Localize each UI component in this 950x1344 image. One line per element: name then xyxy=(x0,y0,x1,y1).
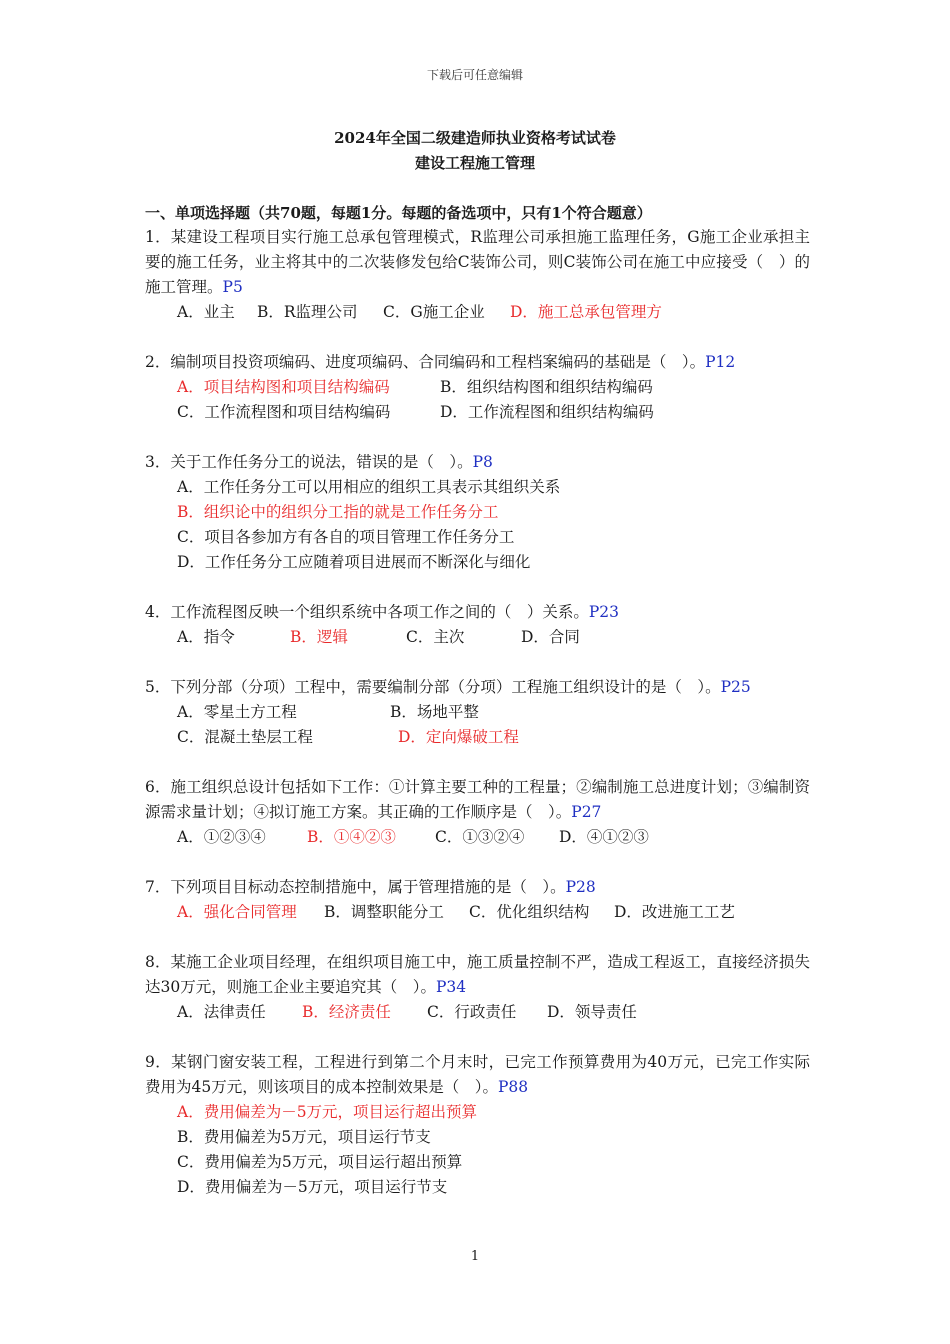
question-2 xyxy=(145,350,810,425)
question-3 xyxy=(145,450,810,575)
option-b-answer: B．组织论中的组织分工指的就是工作任务分工 xyxy=(177,503,499,521)
option-b: B．场地平整 xyxy=(390,703,479,721)
question-stem: 3．关于工作任务分工的说法，错误的是（ ）。P8 xyxy=(145,453,493,471)
option-a: A．①②③④ xyxy=(177,828,266,846)
page-ref: P27 xyxy=(571,803,602,821)
option-b: B．调整职能分工 xyxy=(324,903,444,921)
option-c: C．行政责任 xyxy=(427,1003,517,1021)
option-c: C．项目各参加方有各自的项目管理工作任务分工 xyxy=(177,528,515,546)
option-row xyxy=(145,725,810,750)
question-5 xyxy=(145,675,810,750)
option-c: C．G施工企业 xyxy=(383,303,485,321)
option-a-answer: A．项目结构图和项目结构编码 xyxy=(177,378,390,396)
question-9 xyxy=(145,1050,810,1200)
option-d: D．工作流程图和组织结构编码 xyxy=(440,403,654,421)
option-a-answer: A．强化合同管理 xyxy=(177,903,297,921)
header-note: 下载后可任意编辑 xyxy=(426,68,523,82)
exam-subject: 建设工程施工管理 xyxy=(414,154,535,172)
option-row xyxy=(145,625,810,650)
option-d-answer: D．施工总承包管理方 xyxy=(510,303,662,321)
page-ref: P5 xyxy=(222,278,243,296)
option-c: C．费用偏差为5万元，项目运行超出预算 xyxy=(177,1153,463,1171)
question-stem: 2．编制项目投资项编码、进度项编码、合同编码和工程档案编码的基础是（ ）。P12 xyxy=(145,353,736,371)
option-c: C．优化组织结构 xyxy=(469,903,590,921)
question-6 xyxy=(145,775,810,850)
option-row xyxy=(145,825,810,850)
question-8 xyxy=(145,950,810,1025)
page-number: 1 xyxy=(470,1249,480,1264)
option-b-answer: B．经济责任 xyxy=(302,1003,391,1021)
question-4 xyxy=(145,600,810,650)
option-row xyxy=(145,900,810,925)
page-ref: P23 xyxy=(588,603,620,621)
option-b-answer: B．①④②③ xyxy=(307,828,396,846)
option-b-answer: B．逻辑 xyxy=(290,628,348,646)
page-ref: P88 xyxy=(497,1078,529,1096)
section-heading: 一、单项选择题（共70题，每题1分。每题的备选项中，只有1个符合题意） xyxy=(145,204,652,222)
question-stem: 9．某钢门窗安装工程，工程进行到第二个月末时，已完工作预算费用为40万元，已完工作实际费用为45万元，则该项目的成本控制效果是（ ）。P88 xyxy=(145,1053,810,1096)
question-stem: 1．某建设工程项目实行施工总承包管理模式，R监理公司承担施工监理任务，G施工企业承担主要的施工任务，业主将其中的二次装修发包给C装饰公司，则C装饰公司在施工中应接受（ ）的施工管理。P5 xyxy=(145,228,810,296)
page-ref: P8 xyxy=(472,453,493,471)
question-stem: 7．下列项目目标动态控制措施中，属于管理措施的是（ ）。P28 xyxy=(145,878,596,896)
option-row xyxy=(145,375,810,400)
option-a: A．工作任务分工可以用相应的组织工具表示其组织关系 xyxy=(177,478,561,496)
page-ref: P12 xyxy=(705,353,736,371)
option-d-answer: D．定向爆破工程 xyxy=(398,728,519,746)
question-7 xyxy=(145,875,810,925)
option-d: D．领导责任 xyxy=(547,1003,637,1021)
option-c: C．主次 xyxy=(406,628,465,646)
option-row xyxy=(145,400,810,425)
option-d: D．费用偏差为－5万元，项目运行节支 xyxy=(177,1178,448,1196)
question-stem: 8．某施工企业项目经理，在组织项目施工中，施工质量控制不严，造成工程返工，直接经济损失达30万元，则施工企业主要追究其（ ）。P34 xyxy=(145,953,810,996)
option-d: D．改进施工工艺 xyxy=(614,903,735,921)
option-c: C．混凝土垫层工程 xyxy=(177,728,313,746)
option-d: D．合同 xyxy=(521,628,580,646)
option-c: C．①③②④ xyxy=(435,828,525,846)
option-a: A．零星土方工程 xyxy=(177,703,297,721)
page-ref: P28 xyxy=(565,878,596,896)
option-d: D．工作任务分工应随着项目进展而不断深化与细化 xyxy=(177,553,531,571)
question-1 xyxy=(145,225,810,325)
page-ref: P34 xyxy=(435,978,467,996)
question-list xyxy=(145,225,810,1225)
option-a: A．法律责任 xyxy=(177,1003,266,1021)
option-d: D．④①②③ xyxy=(559,828,649,846)
option-b: B．R监理公司 xyxy=(257,303,358,321)
option-a: A．业主 xyxy=(177,303,235,321)
exam-title: 2024年全国二级建造师执业资格考试试卷 xyxy=(334,129,616,147)
page-ref: P25 xyxy=(720,678,751,696)
option-row xyxy=(145,700,810,725)
option-b: B．组织结构图和组织结构编码 xyxy=(440,378,653,396)
option-row xyxy=(145,300,810,325)
option-a: A．指令 xyxy=(177,628,235,646)
option-row xyxy=(145,1000,810,1025)
option-c: C．工作流程图和项目结构编码 xyxy=(177,403,391,421)
option-b: B．费用偏差为5万元，项目运行节支 xyxy=(177,1128,431,1146)
question-stem: 6．施工组织总设计包括如下工作：①计算主要工种的工程量；②编制施工总进度计划；③编制资源需求量计划；④拟订施工方案。其正确的工作顺序是（ ）。P27 xyxy=(145,778,810,821)
option-a-answer: A．费用偏差为－5万元，项目运行超出预算 xyxy=(177,1103,478,1121)
question-stem: 5．下列分部（分项）工程中，需要编制分部（分项）工程施工组织设计的是（ ）。P25 xyxy=(145,678,751,696)
question-stem: 4．工作流程图反映一个组织系统中各项工作之间的（ ）关系。P23 xyxy=(145,603,620,621)
